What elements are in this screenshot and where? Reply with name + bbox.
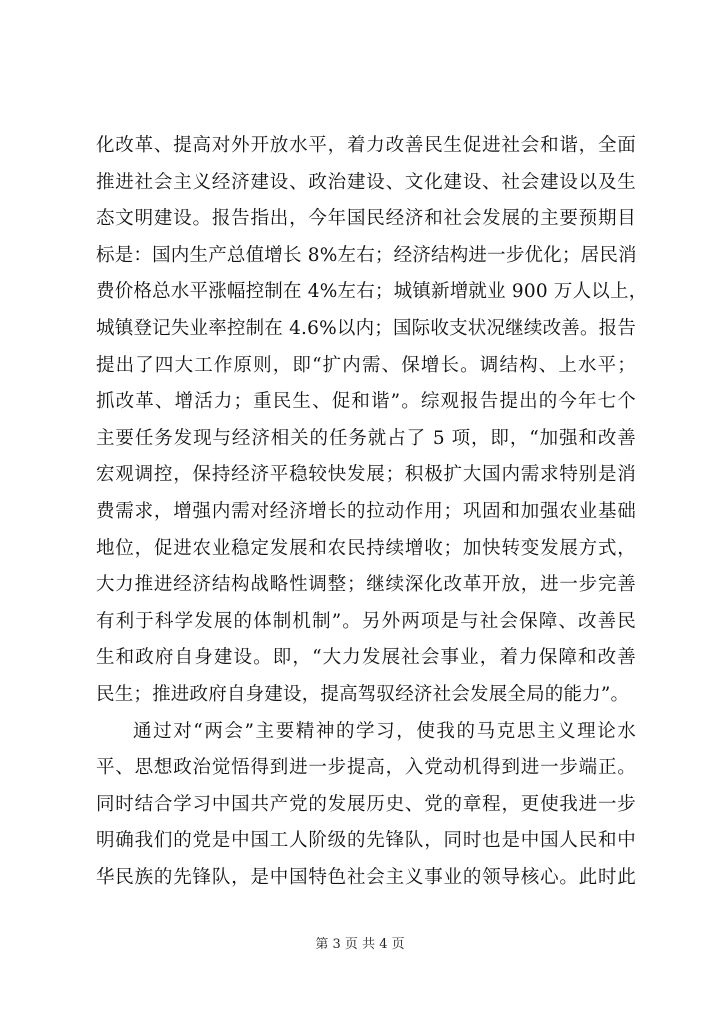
text-line: 平、思想政治觉悟得到进一步提高，入党动机得到进一步端正。	[96, 757, 636, 779]
paragraph-first-line: 通过对“两会”主要精神的学习，使我的马克思主义理论水	[133, 720, 636, 742]
text-line: 标是：国内生产总值增长 8%左右；经济结构进一步优化；居民消	[96, 244, 637, 266]
text-line: 生和政府自身建设。即，“大力发展社会事业，着力保障和改善	[96, 647, 636, 669]
text-line: 态文明建设。报告指出，今年国民经济和社会发展的主要预期目	[96, 208, 636, 230]
text-line: 大力推进经济结构战略性调整；继续深化改革开放，进一步完善	[96, 574, 636, 596]
text-line: 地位，促进农业稳定发展和农民持续增收；加快转变发展方式，	[96, 537, 636, 559]
text-line: 提出了四大工作原则，即“扩内需、保增长。调结构、上水平；	[96, 354, 636, 376]
text-line: 民生；推进政府自身建设，提高驾驭经济社会发展全局的能力”。	[96, 683, 630, 705]
body-text	[96, 128, 648, 896]
text-line: 化改革、提高对外开放水平，着力改善民生促进社会和谐，全面	[96, 135, 636, 156]
text-line: 明确我们的党是中国工人阶级的先锋队，同时也是中国人民和中	[96, 830, 636, 852]
text-line: 费价格总水平涨幅控制在 4%左右；城镇新增就业 900 万人以上，	[96, 281, 648, 303]
text-line: 费需求，增强内需对经济增长的拉动作用；巩固和加强农业基础	[96, 500, 636, 522]
text-line: 主要任务发现与经济相关的任务就占了 5 项，即，“加强和改善	[96, 427, 636, 449]
text-line: 同时结合学习中国共产党的发展历史、党的章程，更使我进一步	[96, 793, 636, 815]
text-line: 推进社会主义经济建设、政治建设、文化建设、社会建设以及生	[96, 171, 636, 193]
text-line: 宏观调控，保持经济平稳较快发展；积极扩大国内需求特别是消	[96, 464, 636, 486]
text-line: 城镇登记失业率控制在 4.6%以内；国际收支状况继续改善。报告	[96, 317, 637, 339]
text-line: 有利于科学发展的体制机制”。另外两项是与社会保障、改善民	[96, 610, 636, 632]
text-line: 抓改革、增活力；重民生、促和谐”。综观报告提出的今年七个	[96, 391, 636, 413]
page-number-footer: 第 3 页 共 4 页	[315, 937, 405, 952]
text-line: 华民族的先锋队，是中国特色社会主义事业的领导核心。此时此	[96, 866, 636, 888]
